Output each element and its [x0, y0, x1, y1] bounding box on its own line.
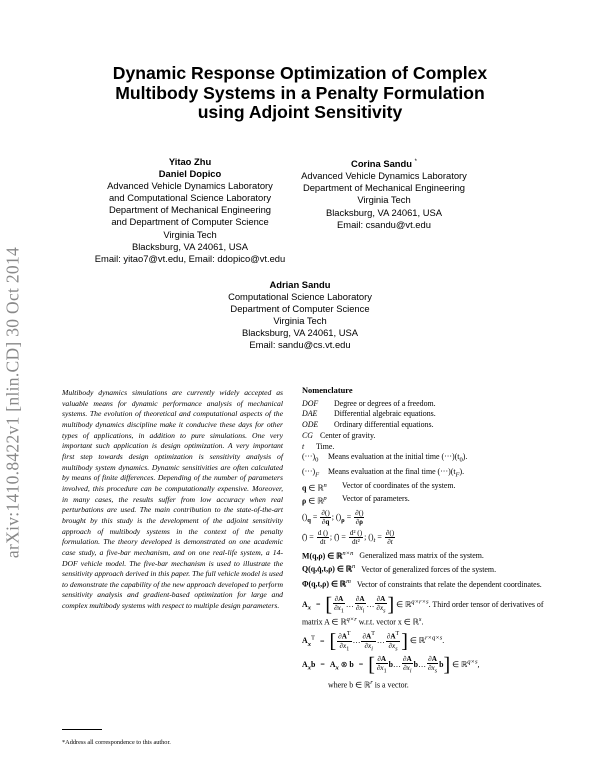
nomenclature-row-forces: Q(q,q̇,t,ρ) ∈ ℝ$^n$ Vector of generalized forces of the system. — [302, 562, 497, 574]
nomenclature-description: Means evaluation at the final time $(\cdot\cdot\cdot)(t_F)$. — [328, 466, 465, 479]
nomenclature-row — [302, 420, 550, 431]
nomenclature-heading: Nomenclature — [302, 386, 353, 395]
footnote: *Address all correspondence to this author. — [62, 739, 171, 746]
author-name-csandu: Corina Sandu — [351, 158, 412, 170]
affiliation-line: Computational Science Laboratory — [228, 291, 372, 303]
nomenclature-row-constraints: Φ(q,t,ρ) ∈ ℝ$^m$ Vector of constraints that relate the dependent coordinates. — [302, 578, 542, 589]
nomenclature-description: Means evaluation at the initial time $(\cdot\cdot\cdot)(t_0)$. — [328, 452, 468, 464]
nomenclature-symbol: CG — [302, 430, 313, 440]
nomenclature-description: Vector of parameters. — [342, 494, 410, 504]
nomenclature-row-b-vector: where b ∈ ℝ$^r$ is a vector. — [328, 678, 409, 690]
affiliation-line: Department of Computer Science — [230, 303, 370, 315]
author-name-zhu: Yitao Zhu — [168, 156, 212, 167]
nomenclature-description: Degree or degrees of a freedom. — [334, 398, 436, 408]
arxiv-stamp: arXiv:1410.8422v1 [nlin.CD] 30 Oct 2014 — [2, 246, 23, 559]
tensor-derivative-AxT: $A_x^T$ = [ $\frac{\partial A^T}{\partial x_1}$ … $\frac{\partial A^T}{\partial x_i}$ … $\frac{\partial A^T}{\partial x_s}$ ] ∈ ℝ$^{r\times q\times s}$. — [302, 630, 445, 653]
affiliation-line: and Department of Computer Science — [111, 216, 269, 228]
title-line-2: Multibody Systems in a Penalty Formulation — [115, 82, 485, 103]
tensor-vector-product-Axb: $A_xb = A_x$ ⊗ b = [ $\frac{\partial A}{\partial x_1}$ b… $\frac{\partial A}{\partial x_i}$ b… $\frac{\partial A}{\partial x_s}$ b] ∈ ℝ$^{q\times s}$, — [302, 654, 480, 677]
affiliation-line: and Computational Science Laboratory — [108, 192, 272, 204]
nomenclature-row — [302, 452, 550, 466]
nomenclature-row — [302, 442, 550, 453]
email-line: Email: csandu@vt.edu — [337, 218, 431, 230]
abstract: Multibody dynamics simulations are currently widely accepted as valuable means for dynamic performance analysis of mechanical systems. The evolution of theoretical and computational aspects of the multibody dynamics discipline make it conducive these days for other types of applications, in addition to pure simulations. One very important such application is design optimization. A very important first step towards design optimization is sensitivity analysis of multibody system dynamics. Dynamic sensitivities are often calculated by means of finite differences. Depending of the number of parameters involved, this procedure can be computationally expensive. Moreover, in many cases, the results suffer from low accuracy when real perturbations are used. The main contribution to the state-of-the-art brought by this study is the development of the adjoint sensitivity approach of multibody systems in the context of the penalty formulation. The theory developed is demonstrated on one academic case study, a five-bar mechanism, and on one real-life system, a 14-DOF vehicle model. The five-bar mechanism is used to illustrate the sensitivity approach derived in this paper. The full vehicle model is used to demonstrate the capability of the new approach developed to perform sensitivity analysis and gradient-based optimization for large and complex multibody systems with respect to multiple design parameters. — [62, 388, 283, 611]
nomenclature-row — [302, 399, 550, 410]
affiliation-line: Blacksburg, VA 24061, USA — [241, 327, 359, 339]
nomenclature-description: Vector of coordinates of the system. — [342, 480, 456, 490]
nomenclature-row — [302, 431, 550, 442]
nomenclature-row — [302, 409, 550, 420]
affiliation-line: Virginia Tech — [357, 194, 411, 206]
paper-title — [60, 64, 540, 123]
title-line-1: Dynamic Response Optimization of Complex — [112, 63, 488, 83]
author-name-dopico: Daniel Dopico — [158, 168, 222, 180]
affiliation-line: Virginia Tech — [163, 228, 217, 240]
title-line-3: using Adjoint Sensitivity — [197, 102, 403, 122]
nomenclature-symbol: $(\cdot\cdot\cdot)_0$ — [302, 452, 319, 464]
nomenclature-description: Ordinary differential equations. — [334, 420, 434, 430]
affiliation-line: Advanced Vehicle Dynamics Laboratory — [107, 180, 273, 192]
derivative-notation-q: $()_q$ = $\frac{\partial()}{\partial q}$ ; $()_\rho$ = $\frac{\partial()}{\partial\rho}$ — [302, 509, 364, 527]
nomenclature-symbol: DAE — [302, 409, 318, 419]
author-name-asandu: Adrian Sandu — [269, 279, 331, 290]
nomenclature-row — [302, 494, 550, 507]
affiliation-line: Virginia Tech — [273, 315, 327, 327]
email-line: Email: sandu@cs.vt.edu — [249, 339, 351, 351]
nomenclature-symbol: t — [302, 441, 305, 451]
affiliation-line: Department of Mechanical Engineering — [302, 182, 466, 194]
nomenclature-description: Time. — [316, 441, 335, 451]
affiliation-line: Advanced Vehicle Dynamics Laboratory — [301, 170, 467, 182]
nomenclature-row-mass: M(q,ρ) ∈ ℝ$^{n\times n}$ Generalized mass matrix of the system. — [302, 549, 484, 561]
correspondence-mark: * — [414, 159, 417, 165]
nomenclature-symbol: DOF — [302, 398, 319, 408]
author-block-left — [80, 156, 300, 265]
email-line: Email: yitao7@vt.edu, Email: ddopico@vt.edu — [94, 252, 286, 264]
author-block-center — [190, 279, 410, 352]
derivative-notation-time: (̇) = $\frac{d ()}{dt}$ ; (̈) = $\frac{\text{d² ()}}{\text{dt²}}$ ; $()_t$ = $\frac{\partial()}{\partial t}$ — [302, 529, 395, 547]
author-block-right — [294, 156, 474, 231]
nomenclature-symbol: $(\cdot\cdot\cdot)_F$ — [302, 466, 320, 479]
nomenclature-description: Center of gravity. — [320, 430, 376, 440]
nomenclature-row — [302, 481, 550, 494]
footnote-rule — [62, 729, 102, 730]
tensor-derivative-Ax: $A_x$ = [ $\frac{\partial A}{\partial x_1}$ … $\frac{\partial A}{\partial x_i}$ … $\frac{\partial A}{\partial x_s}$ ] ∈ ℝ$^{q\times r\times s}$. Third order tensor of derivatives of matrix A ∈ ℝ$^{q\times r}$ w.r.t. vector x ∈ ℝ$^s$. — [302, 593, 544, 627]
nomenclature-description: Differential algebraic equations. — [334, 409, 436, 419]
nomenclature-symbol: ρ ∈ ℝ$^p$ — [302, 495, 327, 506]
nomenclature-section — [302, 386, 550, 691]
nomenclature-row — [302, 467, 550, 481]
affiliation-line: Blacksburg, VA 24061, USA — [325, 206, 443, 218]
affiliation-line: Department of Mechanical Engineering — [108, 204, 272, 216]
nomenclature-symbol: q ∈ ℝ$^n$ — [302, 481, 327, 493]
affiliation-line: Blacksburg, VA 24061, USA — [131, 240, 249, 252]
nomenclature-symbol: ODE — [302, 420, 319, 430]
